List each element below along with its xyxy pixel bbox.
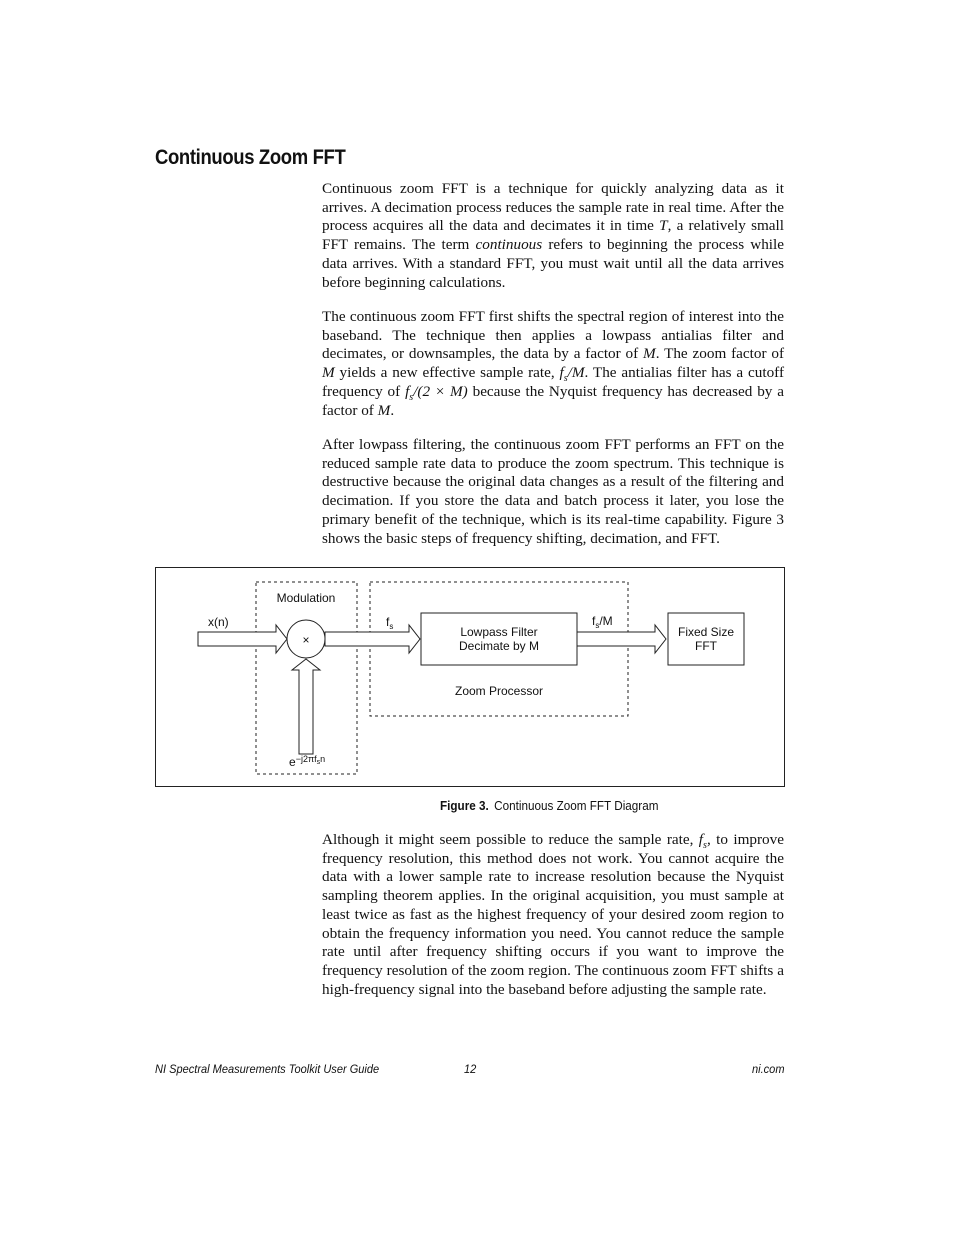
paragraph-text — [322, 436, 784, 548]
fs-arrow — [325, 625, 420, 653]
italic-run: M — [643, 345, 656, 363]
italic-run: continuous — [475, 236, 543, 254]
subscript-run: s — [409, 391, 414, 403]
text-run: After lowpass filtering, the continuous zoom FFT performs an FFT on the reduced sample rate data to produce the zoom spectrum. This technique is destructive because the original data changes as a result of the filtering and decimation. If you store the data and batch process it later, you lose the primary benefit of the technique, which is its real-time capability. Figure 3 shows the basic steps of frequency shifting, decimation, and FFT. — [322, 436, 784, 547]
footer-website: ni.com — [752, 1062, 785, 1076]
text-run: Continuous zoom FFT is a technique for quickly analyzing data as it arrives. A decimation process reduces the sample rate in real time. After the process acquires all the data and decimates it in time — [322, 180, 784, 235]
text-run: , to improve frequency resolution, this method does not work. You cannot acquire the data with a lower sample rate to increase resolution because the Nyquist sampling theorem applies. In the original acquisition, you must sample at least twice as fast as the highest frequency of your desired zoom region to obtain the frequency information you need. You cannot reduce the sample rate until after frequency shifting occurs if you want to improve the frequency resolution of the zoom region. The continuous zoom FFT shifts a high-frequency signal into the baseband before adjusting the sample rate. — [322, 831, 784, 998]
carrier-arrow — [292, 659, 320, 754]
filter-label-line2: Decimate by M — [458, 639, 540, 653]
paragraph-text — [322, 308, 784, 420]
footer-document-title: NI Spectral Measurements Toolkit User Guide — [155, 1062, 380, 1076]
subscript-run: s — [563, 373, 568, 385]
fft-label-line1: Fixed Size — [677, 625, 735, 639]
section-title: Continuous Zoom FFT — [155, 146, 346, 169]
text-run: . — [390, 401, 395, 419]
fsm-label: $f_s/M$ — [592, 614, 613, 630]
input-arrow — [198, 625, 287, 653]
paragraph-text — [322, 831, 784, 999]
diagram-canvas — [156, 568, 786, 788]
text-run: . The antialias filter has a cutoff frequency of — [322, 364, 785, 400]
paragraph-intro — [322, 180, 784, 292]
text-run: refers to beginning the process while data arrives. With a standard FFT, you must wait until all the data arrives before beginning calculations. — [322, 236, 784, 291]
footer-page-number: 12 — [464, 1062, 477, 1076]
italic-run: f — [405, 382, 410, 400]
caption-text: Continuous Zoom FFT Diagram — [494, 798, 659, 813]
text-run: yields a new effective sample rate, — [334, 364, 560, 382]
input-label: x(n) — [208, 615, 229, 629]
italic-run: M) — [450, 382, 468, 400]
fs-label: $f_s$ — [386, 615, 394, 631]
text-run: . The zoom factor of — [655, 345, 785, 363]
italic-run: /(2 × — [413, 382, 451, 400]
text-run: The continuous zoom FFT first shifts the spectral region of interest into the baseband. The technique then applies a lowpass antialias filter and decimates, or downsamples, the data by a factor of — [322, 308, 784, 363]
multiply-symbol: × — [302, 633, 310, 647]
modulation-label: Modulation — [276, 591, 336, 605]
carrier-expression: $e^{-j2\pi f}sn$ — [289, 754, 326, 769]
italic-run: M — [322, 364, 335, 382]
figure-caption — [440, 798, 658, 813]
text-run: , a relatively small FFT remains. The term — [322, 217, 784, 254]
italic-run: /M — [567, 364, 585, 382]
paragraph-filtering — [322, 436, 784, 548]
italic-run: T — [659, 217, 668, 235]
paragraph-shift — [322, 308, 784, 420]
italic-run: f — [698, 831, 704, 848]
italic-run: M — [377, 401, 391, 419]
text-run: because the Nyquist frequency has decreased by a factor of — [322, 382, 784, 419]
italic-run: f — [559, 364, 564, 382]
text-run: Although it might seem possible to reduce the sample rate, — [322, 831, 699, 848]
caption-number: Figure 3. — [440, 798, 489, 813]
zoom-processor-label: Zoom Processor — [454, 684, 544, 698]
fft-label-line2: FFT — [695, 639, 717, 653]
filter-label-line1: Lowpass Filter — [460, 625, 538, 639]
paragraph-text — [322, 180, 784, 292]
fsm-arrow — [577, 625, 666, 653]
subscript-run: s — [703, 840, 707, 852]
figure-zoom-fft-diagram — [155, 567, 785, 787]
paragraph-sample-rate — [322, 831, 784, 999]
